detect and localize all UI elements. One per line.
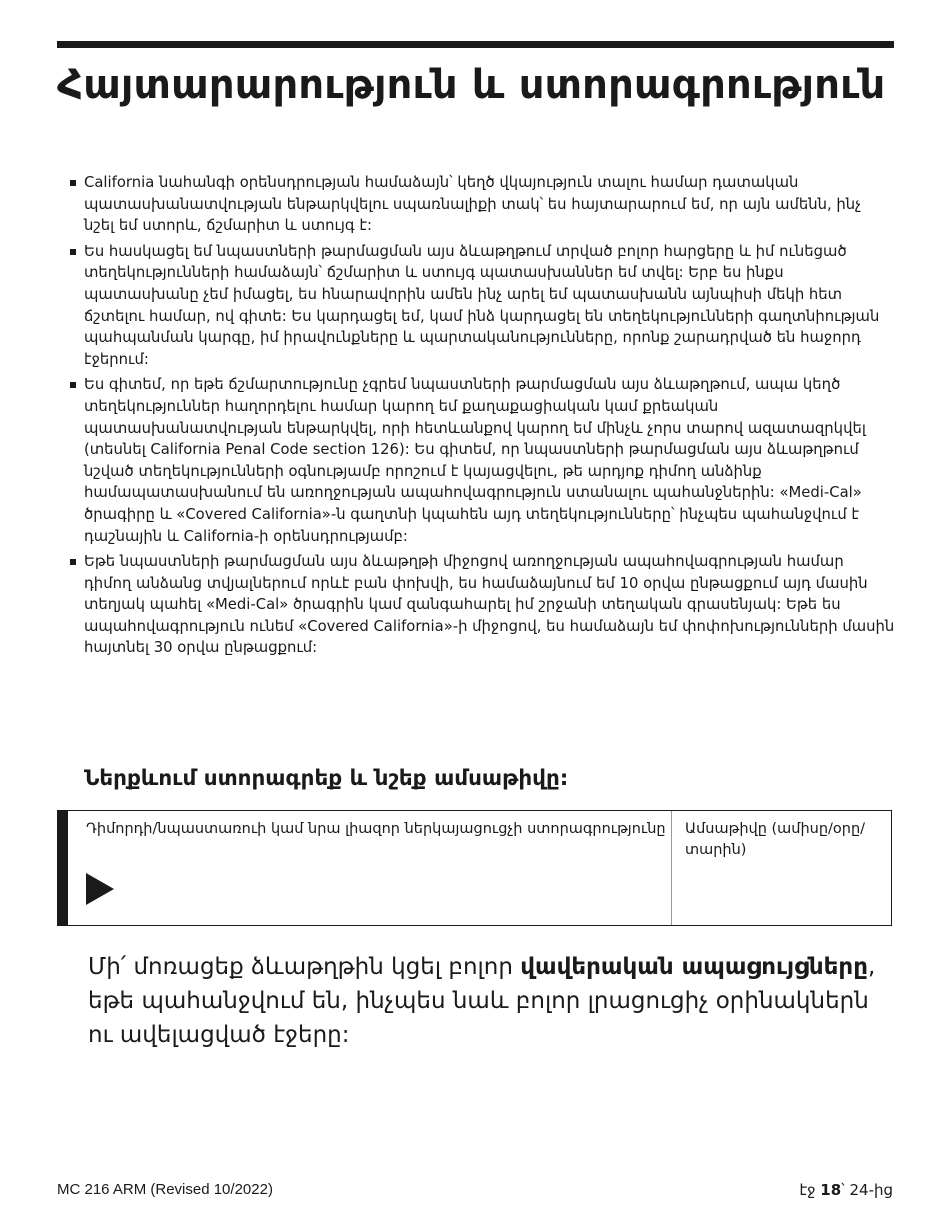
declaration-item: Ես հասկացել եմ նպաստների թարմացման այս ձևաթղթում տրված բոլոր հարցերը և իմ ունեցած տեղեկությունների համաձայն՝ ճշմարիտ և ստույգ պատասխաններ եմ տվել: Երբ ես ինքս պատասխանը չեմ իմացել, ես հնարավորին ամեն ինչ արել եմ պատասխանն այնպիսի մեկի հետ ճշտելու համար, ով գիտե: Ես կարդացել եմ, կամ ինձ կարդացել են տեղեկությունների գաղտնիության պահպանման կարգը, իմ իրավունքները և պարտականությունները, որոնք շարադրված են հաջորդ էջերում:: [70, 241, 895, 371]
attachments-reminder: [88, 950, 878, 1052]
date-label: Ամսաթիվը (ամիսը/օրը/տարին): [685, 821, 866, 858]
page-prefix: էջ: [799, 1181, 821, 1199]
declaration-item: California նահանգի օրենսդրության համաձայն՝ կեղծ վկայություն տալու համար դատական պատասխանատվության ենթարկվելու սպառնալիքի տակ՝ ես հայտարարում եմ, որ այն ամենն, ինչ նշել եմ ստորև, ճշմարիտ և ստույգ է:: [70, 172, 895, 237]
declaration-item: Ես գիտեմ, որ եթե ճշմարտությունը չգրեմ նպաստների թարմացման այս ձևաթղթում, ապա կեղծ տեղեկություններ հաղորդելու համար կարող եմ քաղաքացիական կամ քրեական պատասխանատվության ենթարկվել, որի հետևանքով կարող եմ մինչև չորս տարով ազատազրկվել (տեսնել California Penal Code section 126): Ես գիտեմ, որ նպաստների թարմացման այս ձևաթղթում նշված տեղեկությունների օգնությամբ որոշում է կայացվելու, թե արդյոք դիմող անձինք համապատասխանում են առողջության ապահովագրություն ստանալու պահանջներին: «Medi-Cal» ծրագիրը և «Covered California»-ն գաղտնի կպահեն այդ տեղեկությունները՝ ինչպես պահանջվում է դաշնային և California-ի օրենսդրությամբ:: [70, 374, 895, 547]
signature-field[interactable]: [86, 819, 666, 840]
page-title: Հայտարարություն և ստորագրություն: [57, 62, 886, 108]
signature-box: [57, 810, 892, 926]
reminder-text-2: , եթե պահանջվում են, ինչպես նաև բոլոր լրացուցիչ օրինակներն ու ավելացված էջերը:: [88, 954, 876, 1048]
reminder-text-1: Մի՛ մոռացեք ձևաթղթին կցել բոլոր: [88, 954, 521, 980]
page-number: 18: [820, 1181, 842, 1199]
page-indicator: [799, 1181, 893, 1199]
sign-here-arrow-icon: [86, 873, 114, 905]
field-divider: [671, 811, 672, 925]
sign-heading: Ներքևում ստորագրեք և նշեք ամսաթիվը:: [84, 766, 569, 791]
reminder-bold: վավերական ապացույցները: [520, 954, 868, 980]
date-field[interactable]: [685, 819, 890, 861]
page-suffix: ՝ 24-ից: [841, 1181, 893, 1199]
declaration-list: [70, 172, 895, 663]
form-id: MC 216 ARM (Revised 10/2022): [57, 1181, 273, 1198]
top-rule: [57, 41, 894, 48]
signature-label: Դիմորդի/նպաստառուի կամ նրա լիազոր ներկայացուցչի ստորագրությունը: [86, 821, 666, 837]
declaration-item: Եթե նպաստների թարմացման այս ձևաթղթի միջոցով առողջության ապահովագրության համար դիմող անձանց տվյալներում որևէ բան փոխվի, ես համաձայնում եմ 10 օրվա ընթացքում այդ մասին տեղյակ պահել «Medi-Cal» ծրագրին կամ զանգահարել իմ շրջանի տեղական գրասենյակ: Եթե ես ապահովագրություն ունեմ «Covered California»-ի միջոցով, ես համաձայն եմ փոփոխությունների մասին հայտնել 30 օրվա ընթացքում:: [70, 551, 895, 659]
